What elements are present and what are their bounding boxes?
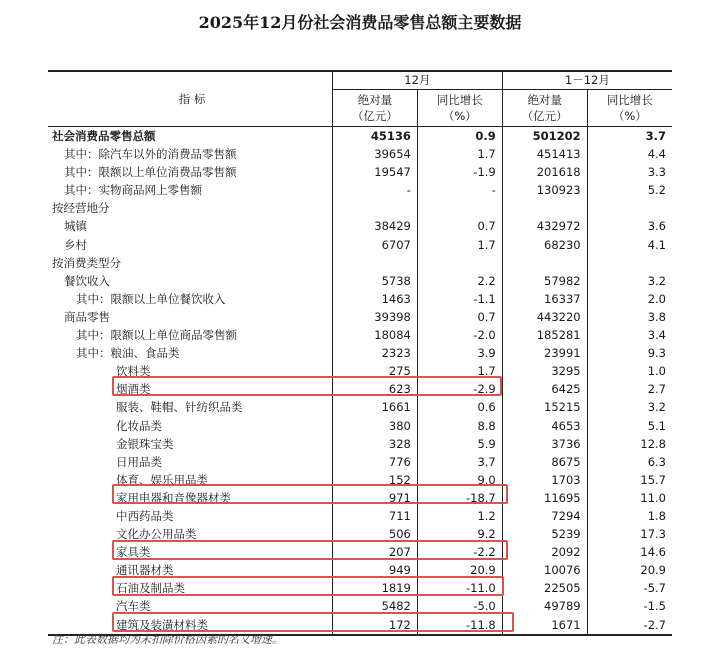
dec-yoy-cell: 0.6 — [417, 398, 502, 416]
row-label: 化妆品类 — [48, 417, 333, 435]
table-row — [48, 236, 672, 254]
dec-yoy-cell: -18.7 — [417, 489, 502, 507]
dec-yoy-cell: 1.7 — [417, 236, 502, 254]
highlight-box-appliances — [112, 484, 508, 504]
dec-abs-cell: 275 — [333, 362, 418, 380]
row-label: 通讯器材类 — [48, 561, 333, 579]
table-row — [48, 344, 672, 362]
ytd-abs-header: 绝对量 （亿元） — [502, 90, 587, 127]
dec-yoy-cell: 8.8 — [417, 417, 502, 435]
dec-abs-cell: 6707 — [333, 236, 418, 254]
table-row — [48, 398, 672, 416]
table-row — [48, 435, 672, 453]
dec-abs-cell: 18084 — [333, 326, 418, 344]
ytd-yoy-cell: -5.7 — [643, 581, 666, 596]
ytd-abs-cell: 6425 — [502, 380, 587, 398]
ytd-abs-cell: 2092 — [502, 543, 587, 561]
row-label: 商品零售 — [48, 308, 333, 326]
dec-yoy-cell: -2.0 — [417, 326, 502, 344]
ytd-abs-cell: 3736 — [502, 435, 587, 453]
dec-abs-cell: 2323 — [333, 344, 418, 362]
ytd-yoy-cell: 3.2 — [647, 400, 666, 415]
ytd-abs-cell: 432972 — [502, 217, 587, 235]
dec-yoy-cell: 0.9 — [417, 127, 502, 146]
ytd-abs-cell: 57982 — [502, 272, 587, 290]
ytd-abs-cell: 68230 — [502, 236, 587, 254]
ytd-yoy-cell: 5.1 — [647, 418, 666, 433]
ytd-yoy-cell: 9.3 — [647, 346, 666, 361]
dec-abs-cell: 1463 — [333, 290, 418, 308]
dec-yoy-cell: 2.2 — [417, 272, 502, 290]
dec-abs-cell: 623 — [333, 380, 418, 398]
ytd-yoy-cell: 2.0 — [647, 291, 666, 306]
ytd-yoy-cell: 5.2 — [647, 183, 666, 198]
ytd-yoy-cell: 6.3 — [647, 454, 666, 469]
dec-abs-cell: 38429 — [333, 217, 418, 235]
dec-yoy-cell: -5.0 — [417, 597, 502, 615]
table-row — [48, 181, 672, 199]
footnote: 注：此表数据均为未扣除价格因素的名义增速。 — [52, 633, 283, 646]
ytd-yoy-cell: 11.0 — [640, 490, 666, 505]
ytd-abs-cell: 10076 — [502, 561, 587, 579]
ytd-yoy-cell: 1.0 — [647, 364, 666, 379]
ytd-abs-cell: 7294 — [502, 507, 587, 525]
ytd-abs-cell: 185281 — [502, 326, 587, 344]
dec-yoy-cell: 5.9 — [417, 435, 502, 453]
ytd-abs-cell: 1671 — [502, 616, 587, 635]
row-label: 建筑及装潢材料类 — [48, 616, 333, 635]
ytd-abs-cell: 3295 — [502, 362, 587, 380]
ytd-abs-cell — [502, 199, 587, 217]
row-label: 家具类 — [48, 543, 333, 561]
ytd-abs-cell: 1703 — [502, 471, 587, 489]
row-label: 按消费类型分 — [48, 254, 333, 272]
ytd-yoy-header: 同比增长 （%） — [606, 93, 653, 123]
ytd-yoy-cell: -2.7 — [587, 616, 672, 635]
table-row — [48, 417, 672, 435]
ytd-yoy-cell: 15.7 — [640, 472, 666, 487]
ytd-abs-cell — [502, 254, 587, 272]
table-row — [48, 453, 672, 471]
table-row — [48, 199, 672, 217]
dec-yoy-cell: -2.9 — [417, 380, 502, 398]
ytd-abs-cell: 22505 — [502, 579, 587, 597]
ytd-yoy-cell — [587, 199, 672, 217]
dec-abs-cell: 45136 — [333, 127, 418, 146]
ytd-yoy-cell: 3.4 — [647, 328, 666, 343]
ytd-yoy-cell: 3.6 — [647, 219, 666, 234]
row-label: 乡村 — [48, 236, 333, 254]
highlight-box-petroleum — [112, 576, 504, 596]
row-label: 社会消费品零售总额 — [48, 127, 333, 146]
dec-yoy-cell: 1.2 — [417, 507, 502, 525]
ytd-abs-cell: 15215 — [502, 398, 587, 416]
row-label: 家用电器和音像器材类 — [48, 489, 333, 507]
row-label: 金银珠宝类 — [48, 435, 333, 453]
dec-yoy-cell: 1.7 — [417, 145, 502, 163]
dec-abs-cell: 39398 — [333, 308, 418, 326]
dec-yoy-cell: 3.7 — [417, 453, 502, 471]
dec-yoy-cell: 3.9 — [417, 344, 502, 362]
dec-yoy-cell: -11.0 — [417, 579, 502, 597]
ytd-yoy-cell: 3.2 — [647, 273, 666, 288]
table-row — [48, 507, 672, 525]
ytd-abs-cell: 16337 — [502, 290, 587, 308]
dec-abs-cell: 971 — [333, 489, 418, 507]
ytd-yoy-cell: 1.8 — [647, 508, 666, 523]
dec-abs-cell — [333, 254, 418, 272]
row-label: 按经营地分 — [48, 199, 333, 217]
ytd-abs-cell: 23991 — [502, 344, 587, 362]
dec-yoy-cell: -1.9 — [417, 163, 502, 181]
dec-abs-cell: 776 — [333, 453, 418, 471]
ytd-abs-cell: 11695 — [502, 489, 587, 507]
dec-yoy-cell: 0.7 — [417, 217, 502, 235]
page-title: 2025年12月份社会消费品零售总额主要数据 — [198, 13, 522, 32]
dec-abs-cell: 5482 — [333, 597, 418, 615]
table-row — [48, 217, 672, 235]
row-label: 饮料类 — [48, 362, 333, 380]
ytd-header: 1－12月 — [502, 71, 672, 90]
dec-abs-cell: 949 — [333, 561, 418, 579]
row-label: 其中：粮油、食品类 — [48, 344, 333, 362]
row-label: 服装、鞋帽、针纺织品类 — [48, 398, 333, 416]
ytd-abs-cell: 8675 — [502, 453, 587, 471]
dec-abs-cell: 1819 — [333, 579, 418, 597]
dec-abs-cell: 328 — [333, 435, 418, 453]
dec-yoy-cell: -2.2 — [417, 543, 502, 561]
row-label: 其中：限额以上单位餐饮收入 — [48, 290, 333, 308]
ytd-yoy-cell: 3.7 — [587, 127, 672, 146]
ytd-yoy-cell: 3.3 — [647, 165, 666, 180]
table-row — [48, 145, 672, 163]
ytd-yoy-cell — [587, 254, 672, 272]
dec-yoy-cell: 9.0 — [417, 471, 502, 489]
ytd-yoy-cell: 4.1 — [647, 237, 666, 252]
highlight-box-building — [112, 612, 514, 632]
dec-yoy-cell — [417, 254, 502, 272]
dec-yoy-cell: - — [417, 181, 502, 199]
highlight-box-tobacco — [112, 376, 502, 396]
highlight-box-furniture — [112, 540, 508, 560]
dec-abs-cell: 172 — [333, 616, 418, 635]
table-row — [48, 127, 672, 146]
row-label: 其中：除汽车以外的消费品零售额 — [48, 145, 333, 163]
row-label: 烟酒类 — [48, 380, 333, 398]
ytd-yoy-cell: 20.9 — [640, 563, 666, 578]
dec-abs-cell: 152 — [333, 471, 418, 489]
dec-yoy-header: 同比增长 （%） — [417, 90, 502, 127]
row-label: 日用品类 — [48, 453, 333, 471]
dec-abs-cell: 207 — [333, 543, 418, 561]
table-row — [48, 290, 672, 308]
row-label: 其中：限额以上单位商品零售额 — [48, 326, 333, 344]
dec-yoy-cell: 0.7 — [417, 308, 502, 326]
ytd-abs-cell: 501202 — [502, 127, 587, 146]
dec-abs-cell: 5738 — [333, 272, 418, 290]
dec-abs-cell: 19547 — [333, 163, 418, 181]
indicator-header: 指 标 — [48, 71, 333, 127]
ytd-yoy-cell: 3.8 — [647, 309, 666, 324]
row-label: 中西药品类 — [48, 507, 333, 525]
row-label: 汽车类 — [48, 597, 333, 615]
ytd-yoy-cell: -1.5 — [643, 599, 666, 614]
ytd-yoy-cell: 14.6 — [640, 545, 666, 560]
row-label: 体育、娱乐用品类 — [48, 471, 333, 489]
row-label: 城镇 — [48, 217, 333, 235]
ytd-yoy-cell: 12.8 — [640, 436, 666, 451]
ytd-yoy-cell: 17.3 — [640, 527, 666, 542]
ytd-abs-cell: 201618 — [502, 163, 587, 181]
row-label: 石油及制品类 — [48, 579, 333, 597]
dec-abs-header: 绝对量 （亿元） — [333, 90, 418, 127]
row-label: 其中：实物商品网上零售额 — [48, 181, 333, 199]
ytd-yoy-cell: 2.7 — [647, 382, 666, 397]
dec-yoy-cell: -1.1 — [417, 290, 502, 308]
ytd-abs-cell: 5239 — [502, 525, 587, 543]
december-header: 12月 — [333, 71, 503, 90]
row-label: 餐饮收入 — [48, 272, 333, 290]
ytd-abs-cell: 451413 — [502, 145, 587, 163]
table-row — [48, 272, 672, 290]
dec-abs-cell — [333, 199, 418, 217]
dec-abs-cell: 711 — [333, 507, 418, 525]
row-label: 文化办公用品类 — [48, 525, 333, 543]
ytd-abs-cell: 4653 — [502, 417, 587, 435]
table-row — [48, 163, 672, 181]
table-row — [48, 254, 672, 272]
ytd-abs-cell: 49789 — [502, 597, 587, 615]
dec-yoy-cell: 20.9 — [417, 561, 502, 579]
dec-yoy-cell: 1.7 — [417, 362, 502, 380]
dec-yoy-cell: 9.2 — [417, 525, 502, 543]
ytd-yoy-cell: 4.4 — [647, 147, 666, 162]
dec-abs-cell: 380 — [333, 417, 418, 435]
dec-abs-cell: 39654 — [333, 145, 418, 163]
dec-abs-cell: 1661 — [333, 398, 418, 416]
row-label: 其中：限额以上单位消费品零售额 — [48, 163, 333, 181]
dec-yoy-cell — [417, 199, 502, 217]
ytd-abs-cell: 130923 — [502, 181, 587, 199]
dec-abs-cell: 506 — [333, 525, 418, 543]
table-row — [48, 326, 672, 344]
dec-yoy-cell: -11.8 — [417, 616, 502, 635]
table-row — [48, 308, 672, 326]
ytd-abs-cell: 443220 — [502, 308, 587, 326]
dec-abs-cell: - — [333, 181, 418, 199]
